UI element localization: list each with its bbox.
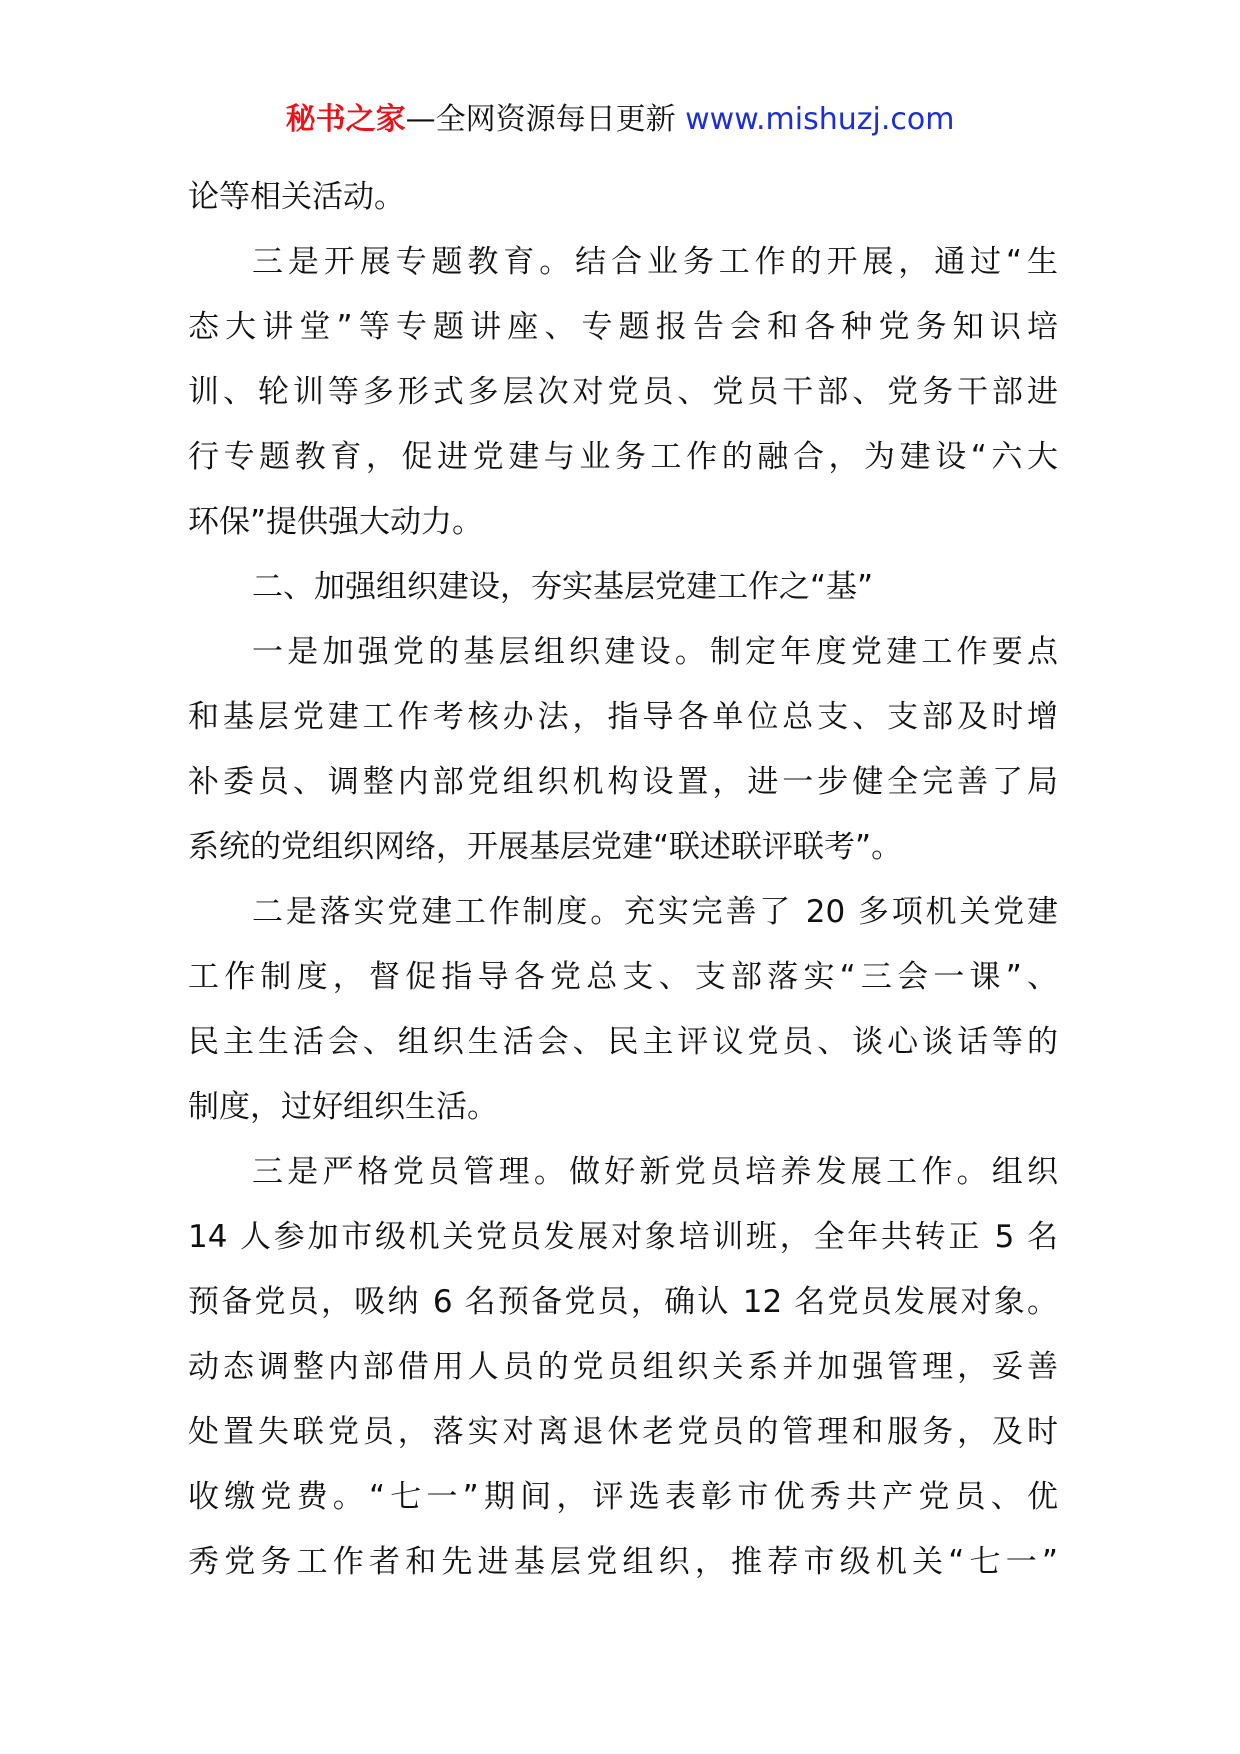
text-line: 补委员、调整内部党组织机构设置，进一步健全完善了局 [188, 764, 1058, 800]
site-url-link[interactable]: www.mishuzj.com [685, 102, 955, 137]
text-line: 动态调整内部借用人员的党员组织关系并加强管理，妥善 [188, 1349, 1058, 1385]
document-body [188, 165, 1058, 1595]
text-line: 制度，过好组织生活。 [188, 1089, 498, 1125]
text-line: 行专题教育，促进党建与业务工作的融合，为建设“六大 [188, 439, 1058, 475]
text-line: 环保”提供强大动力。 [188, 504, 484, 540]
text-line: 秀党务工作者和先进基层党组织，推荐市级机关“七一” [188, 1544, 1058, 1580]
site-slogan: —全网资源每日更新 [405, 102, 676, 137]
text-line: 态大讲堂”等专题讲座、专题报告会和各种党务知识培 [188, 309, 1058, 345]
text-line: 民主生活会、组织生活会、民主评议党员、谈心谈话等的 [188, 1024, 1058, 1060]
text-line: 训、轮训等多形式多层次对党员、党员干部、党务干部进 [188, 374, 1058, 410]
site-brand: 秘书之家 [285, 102, 406, 137]
text-line: 系统的党组织网络，开展基层党建“联述联评联考”。 [188, 829, 903, 865]
text-line: 工作制度，督促指导各党总支、支部落实“三会一课”、 [188, 959, 1058, 995]
text-line: 和基层党建工作考核办法，指导各单位总支、支部及时增 [188, 699, 1058, 735]
text-line: 处置失联党员，落实对离退休老党员的管理和服务，及时 [188, 1414, 1058, 1450]
text-line: 论等相关活动。 [188, 179, 405, 215]
text-line: 一是加强党的基层组织建设。制定年度党建工作要点 [252, 634, 1058, 670]
text-line: 收缴党费。“七一”期间，评选表彰市优秀共产党员、优 [188, 1479, 1058, 1515]
text-line: 二是落实党建工作制度。充实完善了 20 多项机关党建 [252, 894, 1058, 930]
section-heading: 二、加强组织建设，夯实基层党建工作之“基” [252, 569, 874, 605]
text-line: 14 人参加市级机关党员发展对象培训班，全年共转正 5 名 [188, 1219, 1058, 1255]
text-line: 预备党员，吸纳 6 名预备党员，确认 12 名党员发展对象。 [188, 1284, 1058, 1320]
text-line: 三是严格党员管理。做好新党员培养发展工作。组织 [252, 1154, 1058, 1190]
text-line: 三是开展专题教育。结合业务工作的开展，通过“生 [252, 244, 1058, 280]
page-header [0, 100, 1240, 140]
